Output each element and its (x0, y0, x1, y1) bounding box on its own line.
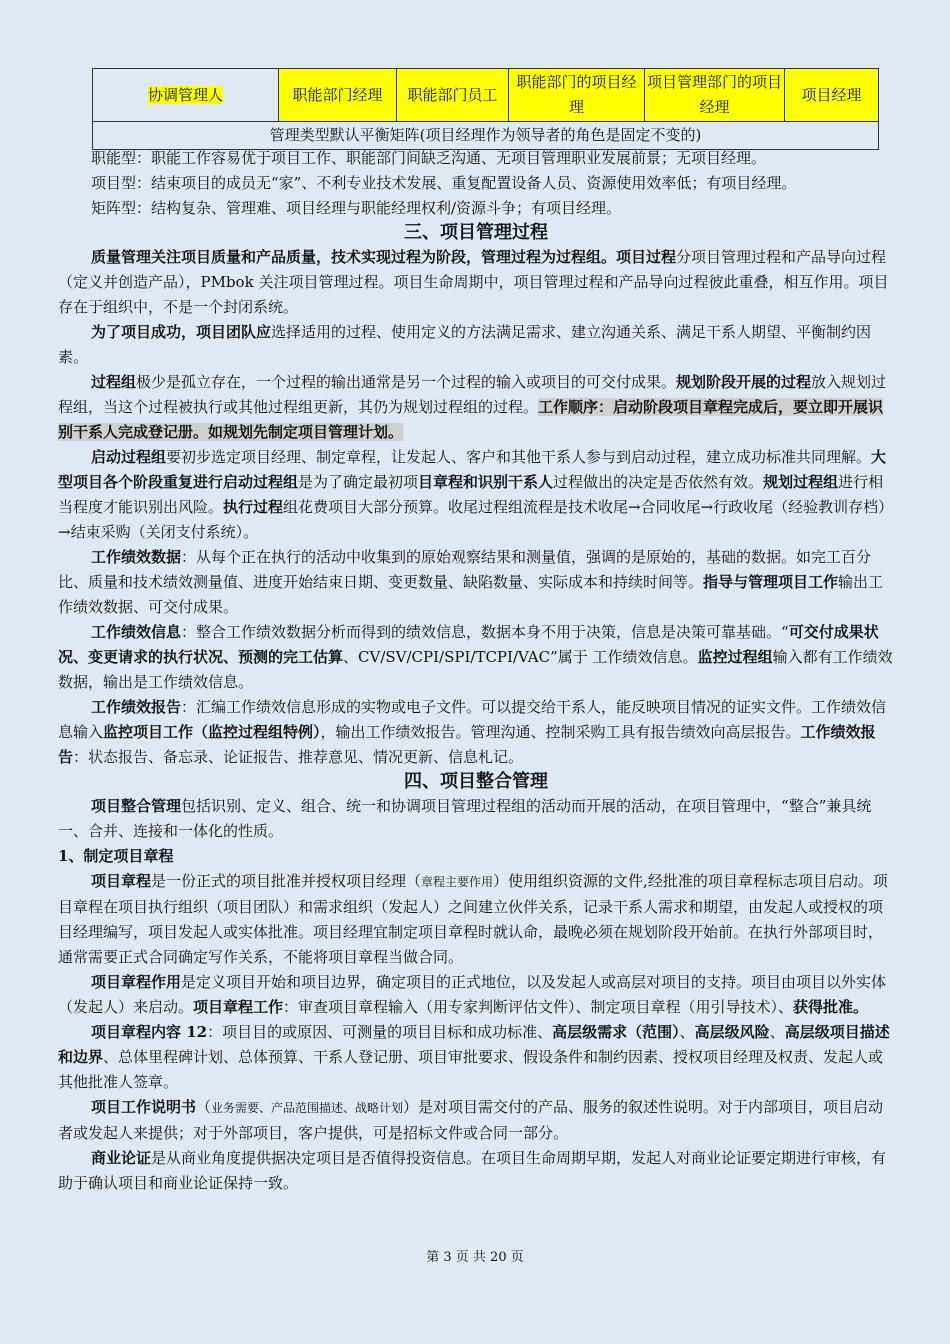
highlighted-text: 工作顺序：启动阶段项目章程完成后，要立即开展识别干系人完成登记册。如规划先制定项目管理计划。 (58, 398, 884, 441)
paragraph: 项目整合管理包括识别、定义、组合、统一和协调项目管理过程组的活动而开展的活动，在项目管理中，“整合”兼具统一、合并、连接和一体化的性质。 (58, 797, 872, 840)
paragraph: 项目章程内容 12：项目目的或原因、可测量的项目目标和成功标准、高层级需求（范围）、高层级风险、高层级项目描述和边界、总体里程碑计划、总体预算、干系人登记册、项目审批要求、假设条件和制约因素、授权项目经理及权责、发起人或其他批准人签章。 (58, 1023, 890, 1091)
paragraph: 为了项目成功，项目团队应选择适用的过程、使用定义的方法满足需求、建立沟通关系、满足干系人期望、平衡制约因素。 (58, 323, 872, 366)
paragraph: 项目章程作用是定义项目开始和项目边界，确定项目的正式地位，以及发起人或高层对项目的支持。项目由项目以外实体（发起人）来启动。项目章程工作：审查项目章程输入（用专家判断评估文件）、制定项目章程（用引导技术）、获得批准。 (58, 973, 887, 1016)
section-4-title: 四、项目整合管理 (404, 771, 548, 792)
role-cell: 项目经理 (785, 69, 879, 122)
paragraph: 启动过程组要初步选定项目经理、制定章程，让发起人、客户和其他干系人参与到启动过程，建立成功标准共同理解。大型项目各个阶段重复进行启动过程组是为了确定最初项目章程和识别干系人过程做出的决定是否依然有效。规划过程组进行相当程度才能识别出风险。执行过程组花费项目大部分预算。收尾过程组流程是技术收尾→合同收尾→行政收尾（经验教训存档）→结束采购（关闭支付系统）。 (58, 448, 894, 541)
paragraph: 商业论证是从商业角度提供据决定项目是否值得投资信息。在项目生命周期早期，发起人对商业论证要定期进行审核，有助于确认项目和商业论证保持一致。 (58, 1149, 887, 1192)
paragraph: 项目章程是一份正式的项目批准并授权项目经理（章程主要作用）使用组织资源的文件,经批准的项目章程标志项目启动。项目章程在项目执行组织（项目团队）和需求组织（发起人）之间建立伙伴关系，记录干系人需求和期望，由发起人或授权的项目经理编写，项目发起人或实体批准。项目经理宜制定项目章程时就认命，最晚必须在规划阶段开始前。在执行外部项目时，通常需要正式合同确定写作关系，不能将项目章程当做合同。 (58, 872, 888, 966)
role-cell: 职能部门员工 (397, 69, 509, 122)
role-cell: 协调管理人 (93, 69, 279, 122)
role-cell: 项目管理部门的项目经理 (645, 69, 785, 122)
page-footer: 第 3 页 共 20 页 (426, 1250, 524, 1265)
section-3-title: 三、项目管理过程 (404, 222, 548, 243)
role-row (93, 69, 879, 122)
org-matrix: 矩阵型：结构复杂、管理难、项目经理与职能经理权利/资源斗争；有项目经理。 (91, 199, 622, 217)
paragraph: 工作绩效信息：整合工作绩效数据分析而得到的绩效信息，数据本身不用于决策，信息是决策可靠基础。“可交付成果状况、变更请求的执行状况、预测的完工估算、CV/SV/CPI/SPI/TCPI/VAC”属于 工作绩效信息。监控过程组输入都有工作绩效数据，输出是工作绩效信息。 (58, 623, 893, 691)
role-cell: 职能部门经理 (279, 69, 397, 122)
paragraph: 过程组极少是孤立存在，一个过程的输出通常是另一个过程的输入或项目的可交付成果。规划阶段开展的过程放入规划过程组，当这个过程被执行或其他过程组更新，其仍为规划过程组的过程。工作顺序：启动阶段项目章程完成后，要立即开展识别干系人完成登记册。如规划先制定项目管理计划。 (58, 373, 887, 441)
paragraph: 项目工作说明书（业务需要、产品范围描述、战略计划）是对项目需交付的产品、服务的叙述性说明。对于内部项目，项目启动者或发起人来提供；对于外部项目，客户提供，可是招标文件或合同一部分。 (58, 1098, 884, 1142)
role-cell: 职能部门的项目经理 (509, 69, 645, 122)
paragraph: 工作绩效数据：从每个正在执行的活动中收集到的原始观察结果和测量值，强调的是原始的，基础的数据。如完工百分比、质量和技术绩效测量值、进度开始结束日期、变更数量、缺陷数量、实际成本和持续时间等。指导与管理项目工作输出工作绩效数据、可交付成果。 (58, 548, 884, 616)
main-content (58, 146, 894, 1196)
subsection-title: 1、制定项目章程 (58, 847, 174, 865)
paragraph: 质量管理关注项目质量和产品质量，技术实现过程为阶段，管理过程为过程组。项目过程分项目管理过程和产品导向过程（定义并创造产品），PMbok 关注项目管理过程。项目生命周期中，项目管理过程和产品导向过程彼此重叠，相互作用。项目存在于组织中，不是一个封闭系统。 (58, 248, 889, 316)
role-table (92, 68, 879, 150)
org-functional: 职能型：职能工作容易优于项目工作、职能部门间缺乏沟通、无项目管理职业发展前景；无项目经理。 (91, 149, 767, 167)
org-project: 项目型：结束项目的成员无“家”、不利专业技术发展、重复配置设备人员、资源使用效率低；有项目经理。 (91, 174, 797, 192)
table-note: 管理类型默认平衡矩阵(项目经理作为领导者的角色是固定不变的) (93, 122, 879, 150)
paragraph: 工作绩效报告：汇编工作绩效信息形成的实物或电子文件。可以提交给干系人，能反映项目情况的证实文件。工作绩效信息输入监控项目工作（监控过程组特例），输出工作绩效报告。管理沟通、控制采购工具有报告绩效向高层报告。工作绩效报告：状态报告、备忘录、论证报告、推荐意见、情况更新、信息札记。 (58, 698, 887, 766)
